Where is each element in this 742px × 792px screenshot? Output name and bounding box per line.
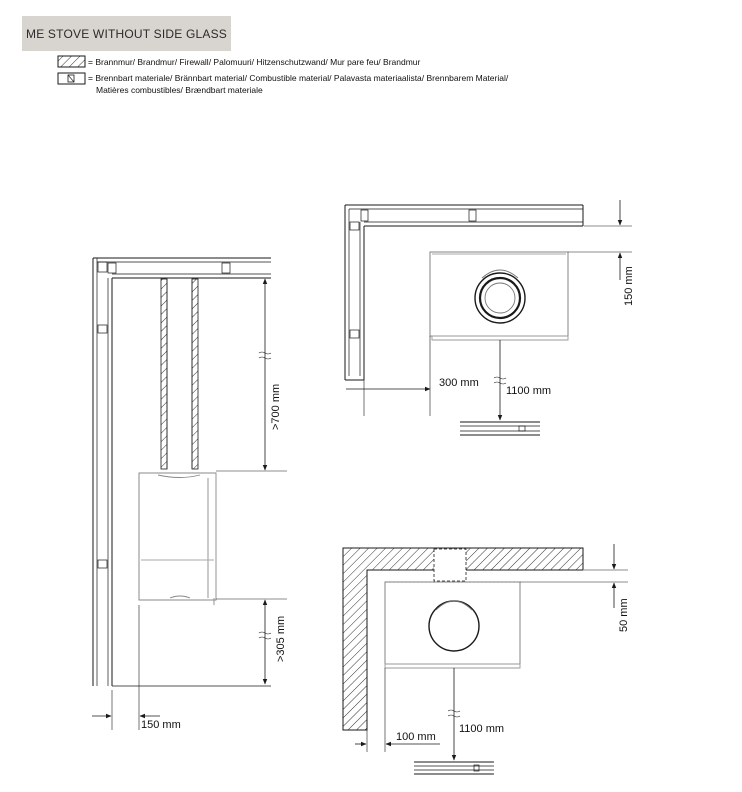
plan1-stove	[430, 252, 568, 340]
dim-wall-clearance-label: 150 mm	[141, 719, 181, 731]
plan1-dim-front	[494, 340, 551, 420]
plan-combustible	[345, 200, 635, 435]
legend-firewall-text: = Brannmur/ Brandmur/ Firewall/ Palomuuri/ Hitzenschutzwand/ Mur pare feu/ Brandmur	[88, 57, 421, 67]
plan1-dim-back-label: 150 mm	[623, 266, 635, 306]
plan2-opposite-wall	[414, 762, 494, 774]
plan2-stove	[385, 582, 520, 668]
legend-combustible-text-1: = Brennbart materiale/ Brännbart material/ Combustible material/ Palavasta materiaalista/ Brennbarem Material/	[88, 73, 509, 83]
plan2-dim-side-label: 100 mm	[396, 731, 436, 743]
dim-top-clearance	[216, 279, 287, 471]
legend-combustible-swatch	[58, 73, 85, 84]
page-title: ME STOVE WITHOUT SIDE GLASS	[26, 26, 227, 41]
plan1-dim-front-label: 1100 mm	[506, 385, 552, 397]
legend-firewall-swatch	[58, 56, 85, 67]
side-wall-combustible	[93, 258, 112, 686]
dim-top-clearance-label: >700 mm	[270, 383, 282, 430]
dim-wall-clearance	[92, 605, 181, 731]
plan1-dim-back	[568, 200, 635, 306]
plan-firewall	[343, 544, 630, 774]
side-view	[92, 258, 287, 731]
plan1-opposite-wall	[460, 422, 540, 435]
dim-bottom-clearance-label: >305 mm	[275, 615, 287, 662]
plan1-dim-side-label: 300 mm	[439, 377, 479, 389]
plan2-dim-front	[448, 668, 504, 760]
plan1-dim-side	[346, 336, 479, 416]
side-chimney-pipe	[161, 279, 198, 469]
legend-combustible-text-2: Matières combustibles/ Brændbart materiale	[96, 85, 263, 95]
plan2-dim-front-label: 1100 mm	[459, 723, 505, 735]
plan2-dim-side	[355, 668, 440, 752]
plan1-walls	[345, 205, 583, 380]
side-stove	[139, 473, 216, 605]
dim-bottom-clearance	[216, 599, 287, 684]
side-ceiling-combustible	[93, 258, 271, 278]
plan2-dim-back-label: 50 mm	[618, 598, 630, 632]
plan2-firewall-walls	[343, 548, 583, 730]
